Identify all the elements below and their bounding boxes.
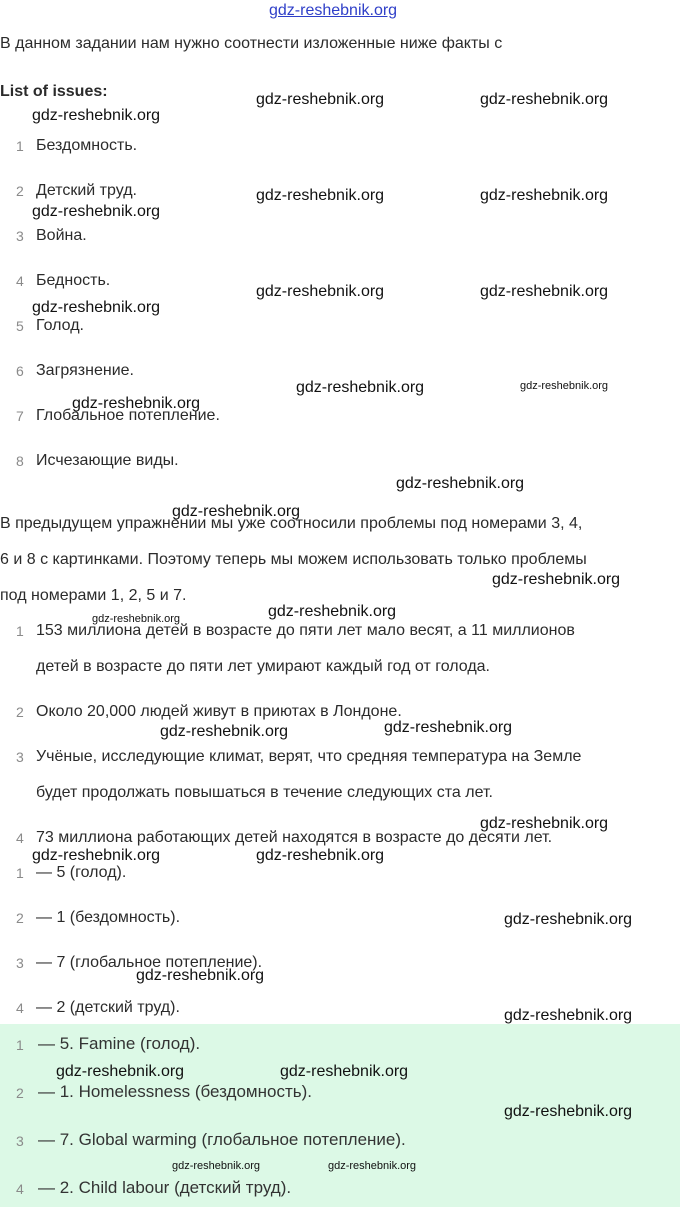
answer-number: 4	[16, 1181, 24, 1197]
watermark: gdz-reshebnik.org	[32, 107, 161, 124]
watermark: gdz-reshebnik.org	[32, 299, 161, 316]
answer-item: — 5. Famine (голод).	[38, 1034, 201, 1053]
issue-number: 6	[16, 363, 24, 379]
match-number: 1	[16, 865, 24, 881]
answer-item: — 1. Homelessness (бездомность).	[38, 1082, 312, 1101]
watermark: gdz-reshebnik.org	[172, 503, 301, 520]
watermark: gdz-reshebnik.org	[160, 723, 289, 740]
issue-item: Война.	[36, 227, 87, 244]
watermark: gdz-reshebnik.org	[136, 967, 265, 984]
issue-item: Детский труд.	[36, 182, 137, 199]
match-item: — 5 (голод).	[36, 864, 127, 881]
watermark: gdz-reshebnik.org	[256, 187, 385, 204]
watermark: gdz-reshebnik.org	[384, 719, 513, 736]
issue-item: Исчезающие виды.	[36, 452, 179, 469]
issue-number: 8	[16, 453, 24, 469]
issue-number: 1	[16, 138, 24, 154]
watermark: gdz-reshebnik.org	[396, 475, 525, 492]
fact-number: 2	[16, 704, 24, 720]
watermark: gdz-reshebnik.org	[504, 1103, 633, 1120]
watermark: gdz-reshebnik.org	[172, 1160, 261, 1172]
fact-line: детей в возрасте до пяти лет умирают каждый год от голода.	[36, 658, 490, 675]
watermark: gdz-reshebnik.org	[256, 847, 385, 864]
list-heading: List of issues:	[0, 83, 108, 100]
answer-number: 3	[16, 1133, 24, 1149]
watermark: gdz-reshebnik.org	[92, 613, 181, 625]
watermark: gdz-reshebnik.org	[480, 91, 609, 108]
watermark: gdz-reshebnik.org	[72, 395, 201, 412]
answer-number: 2	[16, 1085, 24, 1101]
watermark: gdz-reshebnik.org	[280, 1063, 409, 1080]
fact-line: Около 20,000 людей живут в приютах в Лондоне.	[36, 703, 402, 720]
answer-item: — 7. Global warming (глобальное потепление).	[38, 1130, 406, 1149]
fact-number: 1	[16, 623, 24, 639]
issue-number: 3	[16, 228, 24, 244]
issue-number: 2	[16, 183, 24, 199]
watermark: gdz-reshebnik.org	[256, 91, 385, 108]
fact-number: 3	[16, 749, 24, 765]
issue-number: 4	[16, 273, 24, 289]
watermark: gdz-reshebnik.org	[328, 1160, 417, 1172]
watermark: gdz-reshebnik.org	[504, 911, 633, 928]
issue-number: 7	[16, 408, 24, 424]
paragraph-line: 6 и 8 с картинками. Поэтому теперь мы можем использовать только проблемы	[0, 551, 587, 568]
fact-line: будет продолжать повышаться в течение следующих ста лет.	[36, 784, 493, 801]
issue-number: 5	[16, 318, 24, 334]
watermark: gdz-reshebnik.org	[32, 847, 161, 864]
fact-number: 4	[16, 830, 24, 846]
match-number: 2	[16, 910, 24, 926]
fact-line: Учёные, исследующие климат, верят, что средняя температура на Земле	[36, 748, 582, 765]
watermark: gdz-reshebnik.org	[480, 815, 609, 832]
watermark: gdz-reshebnik.org	[296, 379, 425, 396]
watermark: gdz-reshebnik.org	[256, 283, 385, 300]
intro-text: В данном задании нам нужно соотнести изложенные ниже факты с	[0, 35, 503, 52]
match-number: 4	[16, 1000, 24, 1016]
answer-item: — 2. Child labour (детский труд).	[38, 1178, 292, 1197]
issue-item: Глобальное потепление.	[36, 407, 220, 424]
fact-line: 73 миллиона работающих детей находятся в возрасте до десяти лет.	[36, 829, 553, 846]
watermark: gdz-reshebnik.org	[480, 187, 609, 204]
paragraph-line: под номерами 1, 2, 5 и 7.	[0, 587, 187, 604]
watermark: gdz-reshebnik.org	[504, 1007, 633, 1024]
issue-item: Голод.	[36, 317, 84, 334]
match-number: 3	[16, 955, 24, 971]
fact-line: 153 миллиона детей в возрасте до пяти лет мало весят, а 11 миллионов	[36, 622, 575, 639]
issue-item: Загрязнение.	[36, 362, 134, 379]
issue-item: Бедность.	[36, 272, 111, 289]
watermark: gdz-reshebnik.org	[32, 203, 161, 220]
issue-item: Бездомность.	[36, 137, 138, 154]
watermark: gdz-reshebnik.org	[268, 603, 397, 620]
match-item: — 7 (глобальное потепление).	[36, 954, 263, 971]
top-watermark-link[interactable]: gdz-reshebnik.org	[269, 2, 398, 19]
answer-number: 1	[16, 1037, 24, 1053]
watermark: gdz-reshebnik.org	[480, 283, 609, 300]
match-item: — 2 (детский труд).	[36, 999, 180, 1016]
watermark: gdz-reshebnik.org	[520, 380, 609, 392]
watermark: gdz-reshebnik.org	[56, 1063, 185, 1080]
watermark: gdz-reshebnik.org	[492, 571, 621, 588]
paragraph-line: В предыдущем упражнении мы уже соотносили проблемы под номерами 3, 4,	[0, 515, 583, 532]
match-item: — 1 (бездомность).	[36, 909, 181, 926]
